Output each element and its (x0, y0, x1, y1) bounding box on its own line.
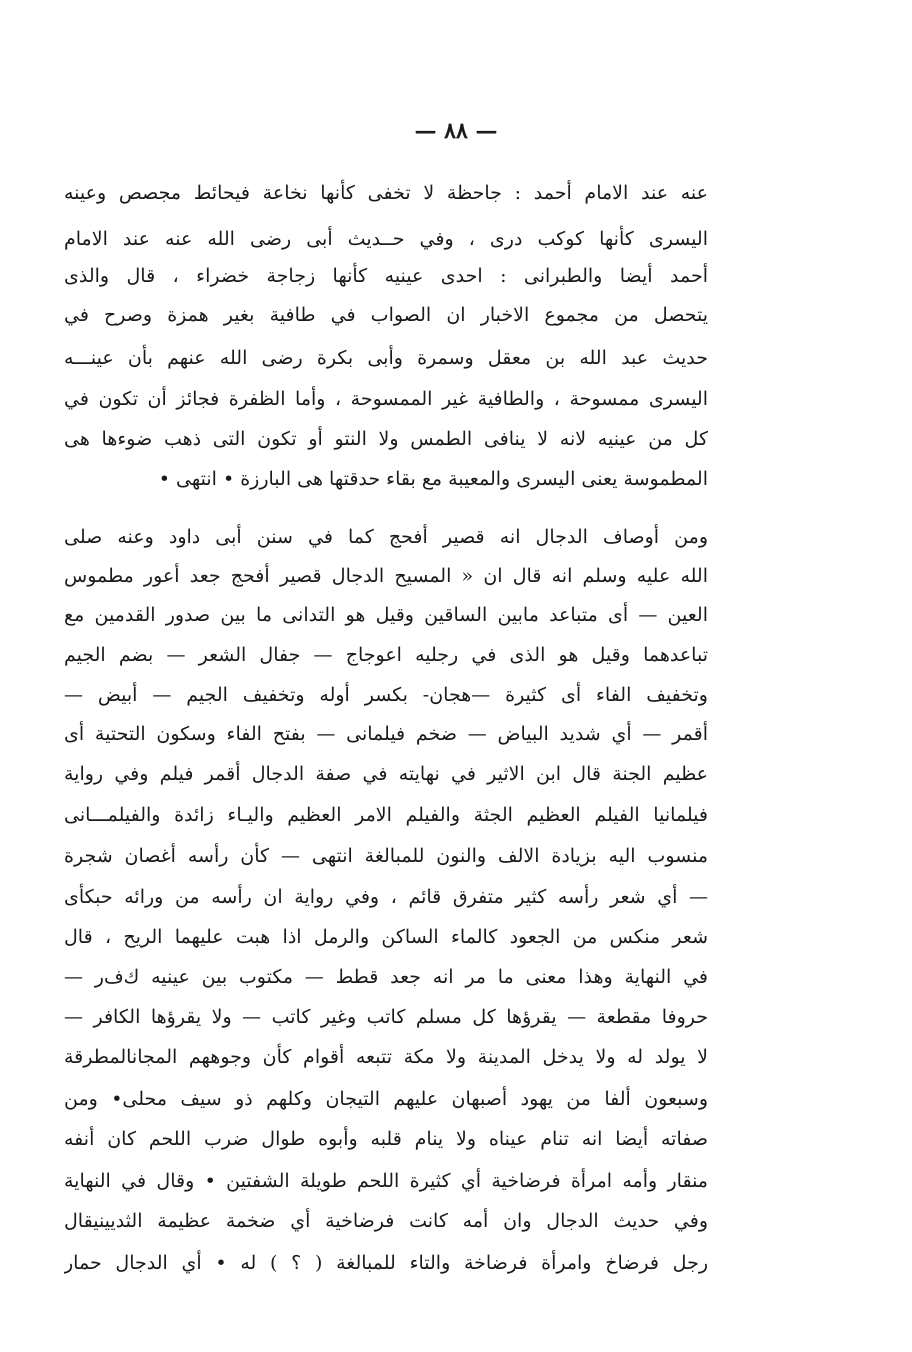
text-line: وتخفيف الفاء أى كثيرة —هجان- بكسر أوله وتخفيف الجيم — أبيض — (64, 684, 708, 706)
text-line: وفي حديث الدجال وان أمه كانت فرضاخية أي ضخمة عظيمة الثديينيقال (64, 1210, 708, 1232)
text-line: صفاته أيضا انه تنام عيناه ولا ينام قلبه وأبوه طوال ضرب اللحم كان أنفه (64, 1128, 708, 1150)
text-line: العين — أى متباعد مابين الساقين وقيل هو التدانى ما بين صدور القدمين مع (64, 604, 708, 626)
text-line: اليسرى ممسوحة ، والطافية غير الممسوحة ، وأما الظفرة فجائز أن تكون في (64, 388, 708, 410)
text-line: الله عليه وسلم انه قال ان « المسيح الدجال قصير أفحج جعد أعور مطموس (64, 565, 708, 587)
text-line: منقار وأمه امرأة فرضاخية أي كثيرة اللحم طويلة الشفتين • وقال في النهاية (64, 1170, 708, 1192)
text-line: يتحصل من مجموع الاخبار ان الصواب في طافية بغير همزة وصرح في (64, 304, 708, 326)
text-line: حديث عبد الله بن معقل وسمرة وأبى بكرة رضى الله عنهم بأن عينـــه (64, 347, 708, 369)
text-line: اليسرى كأنها كوكب درى ، وفي حــديث أبى رضى الله عنه عند الامام (64, 228, 708, 250)
text-line: عظيم الجنة قال ابن الاثير في نهايته في صفة الدجال أقمر فيلم وفي رواية (64, 763, 708, 785)
text-line: رجل فرضاخ وامرأة فرضاخة والتاء للمبالغة ( ؟ ) له • أي الدجال حمار (64, 1252, 708, 1274)
text-line: لا يولد له ولا يدخل المدينة ولا مكة تتبعه أقوام كأن وجوههم المجانالمطرقة (64, 1046, 708, 1068)
text-line: شعر منكس من الجعود كالماء الساكن والرمل اذا هبت عليهما الريح ، قال (64, 926, 708, 948)
text-line: منسوب اليه بزيادة الالف والنون للمبالغة انتهى — كأن رأسه أغصان شجرة (64, 845, 708, 867)
text-line: عنه عند الامام أحمد : جاحظة لا تخفى كأنها نخاعة فيحائط مجصص وعينه (64, 182, 708, 204)
text-line: وسبعون ألفا من يهود أصبهان عليهم التيجان وكلهم ذو سيف محلى• ومن (64, 1088, 708, 1110)
text-line: أحمد أيضا والطبرانى : احدى عينيه كأنها زجاجة خضراء ، قال والذى (64, 265, 708, 287)
text-line: المطموسة يعنى اليسرى والمعيبة مع بقاء حدقتها هى البارزة • انتهى • (158, 468, 708, 490)
text-line: ومن أوصاف الدجال انه قصير أفحج كما في سنن أبى داود وعنه صلى (64, 526, 708, 548)
text-line: — أي شعر رأسه كثير متفرق قائم ، وفي رواية ان رأسه من ورائه حبكأى (64, 886, 708, 908)
text-line: فيلمانيا الفيلم العظيم الجثة والفيلم الامر العظيم واليـاء زائدة والفيلمـــانى (64, 804, 708, 826)
text-line: أقمر — أي شديد البياض — ضخم فيلمانى — بفتح الفاء وسكون التحتية أى (64, 723, 708, 745)
text-line: كل من عينيه لانه لا ينافى الطمس ولا النتو أو تكون التى ذهب ضوءها هى (64, 428, 708, 450)
text-line: في النهاية وهذا معنى ما مر انه جعد قطط — مكتوب بين عينيه ك‌ف‌ر — (64, 966, 708, 988)
text-line: تباعدهما وقيل هو الذى في رجليه اعوجاج — جفال الشعر — بضم الجيم (64, 644, 708, 666)
page-number: — ٨٨ — (414, 118, 498, 144)
text-line: حروفا مقطعة — يقرؤها كل مسلم كاتب وغير كاتب — ولا يقرؤها الكافر — (64, 1006, 708, 1028)
